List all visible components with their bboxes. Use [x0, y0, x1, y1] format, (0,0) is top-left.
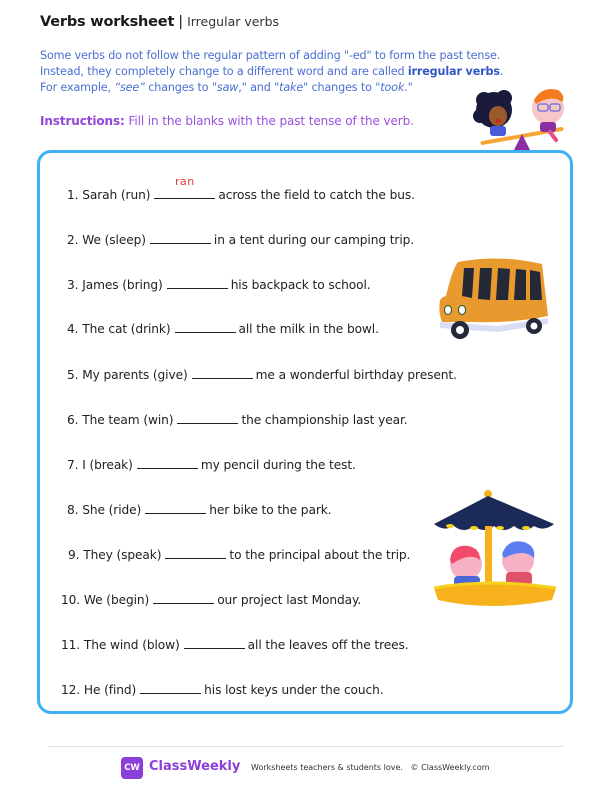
question-4: [67, 320, 379, 336]
footer-divider: [48, 746, 564, 747]
question-before: I (break): [82, 458, 133, 472]
instructions-text: Fill in the blanks with the past tense of the verb.: [124, 114, 414, 128]
example-saw: saw: [216, 81, 239, 94]
question-3: [67, 276, 371, 292]
question-after: his backpack to school.: [230, 278, 371, 292]
question-before: The team (win): [82, 413, 174, 427]
answer-blank[interactable]: [140, 681, 201, 694]
question-before: We (sleep): [82, 233, 146, 247]
footer-brand: ClassWeekly: [149, 759, 241, 774]
intro-text: For example,: [40, 81, 115, 94]
question-number: 4.: [67, 322, 79, 336]
carousel-illustration: [430, 488, 564, 612]
question-before: He (find): [83, 683, 137, 697]
question-before: They (speak): [83, 548, 162, 562]
answer-blank[interactable]: [145, 501, 206, 514]
question-after: all the milk in the bowl.: [238, 322, 379, 336]
question-9: [68, 546, 410, 562]
question-before: We (begin): [83, 593, 150, 607]
question-after: across the field to catch the bus.: [218, 188, 415, 202]
question-after: her bike to the park.: [209, 503, 332, 517]
question-number: 2.: [67, 233, 79, 247]
answer-blank[interactable]: [165, 546, 226, 559]
intro-text: " changes to ": [303, 81, 381, 94]
answer-blank[interactable]: [167, 276, 228, 289]
answer-blank[interactable]: [175, 320, 236, 333]
question-5: [67, 366, 457, 382]
title-separator: |: [178, 14, 184, 30]
question-1: [67, 175, 415, 202]
intro-line-1: Some verbs do not follow the regular pattern of adding "-ed" to form the past tense.: [40, 49, 501, 62]
answer-blank[interactable]: [177, 411, 238, 424]
question-8: [67, 501, 331, 517]
question-number: 8.: [67, 503, 79, 517]
intro-text: .": [404, 81, 413, 94]
intro-text: .: [499, 65, 504, 78]
question-after: the championship last year.: [241, 413, 408, 427]
answer-text: ran: [175, 175, 195, 188]
question-11: [61, 636, 409, 652]
question-before: The wind (blow): [83, 638, 180, 652]
intro-text: changes to ": [144, 81, 217, 94]
answer-blank[interactable]: [192, 366, 253, 379]
question-number: 7.: [67, 458, 79, 472]
instructions-label: Instructions:: [40, 114, 125, 128]
question-after: all the leaves off the trees.: [247, 638, 409, 652]
question-2: [67, 231, 414, 247]
question-number: 3.: [67, 278, 79, 292]
question-10: [61, 591, 361, 607]
question-before: The cat (drink): [82, 322, 171, 336]
answer-blank[interactable]: [150, 231, 211, 244]
intro-text: ," and ": [238, 81, 280, 94]
intro-line-3: [40, 80, 540, 96]
question-6: [67, 411, 408, 427]
question-number: 11.: [61, 638, 81, 652]
question-number: 5.: [67, 368, 79, 382]
question-before: My parents (give): [82, 368, 188, 382]
answer-blank[interactable]: [184, 636, 245, 649]
answer-blank[interactable]: [153, 591, 214, 604]
footer-tagline: Worksheets teachers & students love. © ClassWeekly.com: [251, 763, 490, 772]
question-before: Sarah (run): [82, 188, 151, 202]
question-7: [67, 456, 356, 472]
kids-seesaw-illustration: [466, 86, 578, 152]
question-number: 9.: [68, 548, 80, 562]
example-took: took: [380, 81, 405, 94]
answer-blank[interactable]: [154, 175, 215, 199]
question-after: our project last Monday.: [217, 593, 362, 607]
worksheet-title: [40, 14, 279, 30]
question-number: 1.: [67, 188, 79, 202]
example-take: take: [279, 81, 304, 94]
question-after: his lost keys under the couch.: [204, 683, 384, 697]
question-after: to the principal about the trip.: [229, 548, 411, 562]
question-number: 12.: [61, 683, 81, 697]
question-after: in a tent during our camping trip.: [213, 233, 415, 247]
question-before: She (ride): [82, 503, 142, 517]
answer-blank[interactable]: [137, 456, 198, 469]
question-after: my pencil during the test.: [200, 458, 356, 472]
title-subtitle: Irregular verbs: [187, 14, 280, 29]
question-number: 6.: [67, 413, 79, 427]
title-main: Verbs worksheet: [40, 14, 175, 30]
intro-line-2: [40, 64, 540, 80]
school-bus-illustration: [438, 256, 552, 344]
classweekly-logo-icon: CW: [121, 757, 143, 779]
irregular-verbs-term: irregular verbs: [407, 65, 500, 78]
intro-paragraph: [40, 48, 540, 96]
intro-text: Instead, they completely change to a different word and are called: [40, 65, 408, 78]
example-see: “see”: [114, 81, 145, 94]
question-after: me a wonderful birthday present.: [255, 368, 457, 382]
question-number: 10.: [61, 593, 81, 607]
question-12: [61, 681, 384, 697]
instructions: [40, 114, 414, 128]
question-before: James (bring): [82, 278, 163, 292]
